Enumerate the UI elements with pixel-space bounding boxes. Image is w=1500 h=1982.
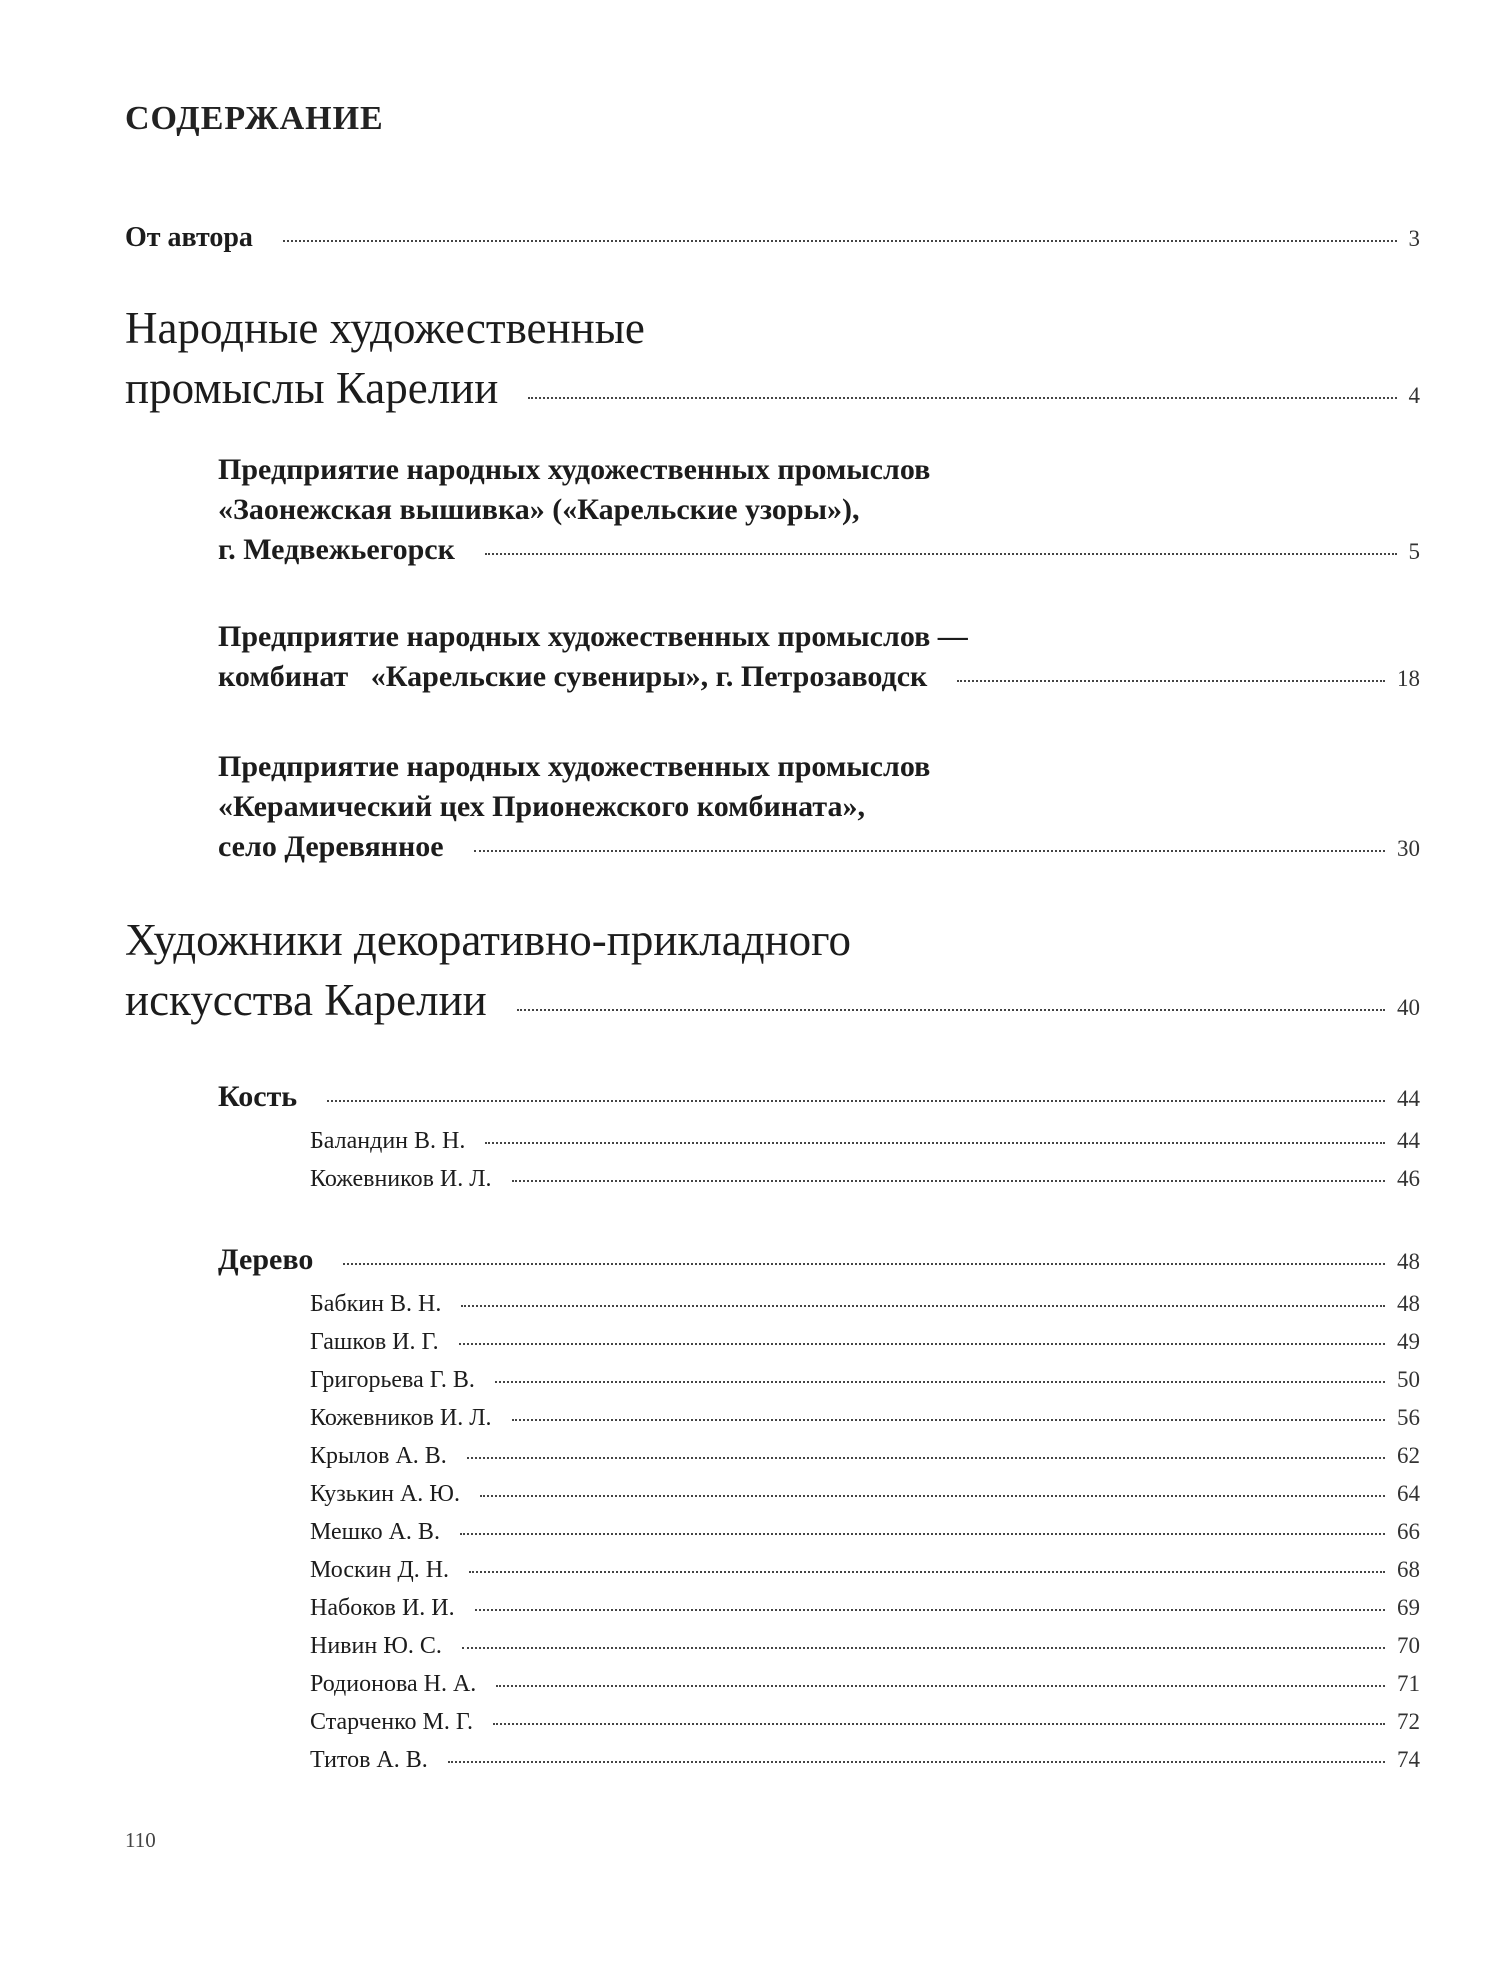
page-number: 40 (1397, 995, 1420, 1020)
toc-part-title-line1: Народные художественные (125, 303, 645, 353)
toc-part-crafts[interactable] (125, 298, 1420, 426)
toc-artist-entry[interactable] (310, 1323, 1420, 1361)
dot-leader (485, 1142, 1385, 1144)
artist-name: Кожевников И. Л. (310, 1166, 492, 1192)
page-number: 18 (1397, 666, 1420, 691)
toc-artist-entry[interactable] (310, 1513, 1420, 1551)
artist-name: Бабкин В. Н. (310, 1291, 442, 1317)
dot-leader (493, 1723, 1385, 1725)
toc-entry-line1: Предприятие народных художественных промыслов (218, 453, 931, 486)
dot-leader (459, 1343, 1385, 1345)
toc-entry-title: От автора (125, 222, 253, 253)
toc-entry-line2: «Заонежская вышивка» («Карельские узоры»), (218, 493, 860, 526)
page-number: 46 (1397, 1166, 1420, 1191)
dot-leader (528, 397, 1396, 399)
toc-artist-entry[interactable] (310, 1627, 1420, 1665)
artist-name: Набоков И. И. (310, 1595, 455, 1621)
page-number: 71 (1397, 1671, 1420, 1696)
toc-section-title: Кость (218, 1080, 298, 1113)
dot-leader (467, 1457, 1385, 1459)
toc-entry-karelskie-suveniry[interactable] (218, 617, 1420, 699)
toc-section-bone[interactable] (218, 1080, 1420, 1114)
page-number: 66 (1397, 1519, 1420, 1544)
dot-leader (475, 1609, 1385, 1611)
toc-entry-zaonezhskaya[interactable] (218, 450, 1420, 572)
dot-leader (512, 1180, 1385, 1182)
toc-artist-entry[interactable] (310, 1399, 1420, 1437)
toc-entry-line3: г. Медвежьегорск (218, 533, 455, 566)
artist-name: Баландин В. Н. (310, 1128, 466, 1154)
page-number: 44 (1397, 1086, 1420, 1111)
page-number: 72 (1397, 1709, 1420, 1734)
toc-entry-line2: комбинат «Карельские сувениры», г. Петрозаводск (218, 660, 928, 693)
dot-leader (461, 1305, 1385, 1307)
artist-name: Родионова Н. А. (310, 1671, 477, 1697)
page-title: СОДЕРЖАНИЕ (125, 100, 384, 137)
toc-part-title-line1: Художники декоративно-прикладного (125, 915, 852, 965)
toc-entry-line3: село Деревянное (218, 830, 444, 863)
toc-artist-entry[interactable] (310, 1361, 1420, 1399)
artist-name: Кузькин А. Ю. (310, 1481, 460, 1507)
page-number: 62 (1397, 1443, 1420, 1468)
toc-artist-entry[interactable] (310, 1437, 1420, 1475)
artist-name: Гашков И. Г. (310, 1329, 439, 1355)
page-number: 50 (1397, 1367, 1420, 1392)
page-number: 48 (1397, 1249, 1420, 1274)
dot-leader (283, 240, 1397, 242)
dot-leader (469, 1571, 1385, 1573)
artist-name: Кожевников И. Л. (310, 1405, 492, 1431)
toc-section-wood[interactable] (218, 1243, 1420, 1277)
toc-artist-entry[interactable] (310, 1589, 1420, 1627)
dot-leader (485, 553, 1397, 555)
dot-leader (462, 1647, 1385, 1649)
dot-leader (495, 1381, 1385, 1383)
page-number: 64 (1397, 1481, 1420, 1506)
toc-artist-entry[interactable] (310, 1703, 1420, 1741)
page-number: 30 (1397, 836, 1420, 861)
dot-leader (480, 1495, 1385, 1497)
toc-artist-entry[interactable] (310, 1551, 1420, 1589)
folio-page-number: 110 (125, 1828, 156, 1852)
page-number: 48 (1397, 1291, 1420, 1316)
dot-leader (957, 680, 1385, 682)
dot-leader (327, 1100, 1385, 1102)
toc-artist-entry[interactable] (310, 1741, 1420, 1779)
artist-name: Крылов А. В. (310, 1443, 447, 1469)
artist-name: Нивин Ю. С. (310, 1633, 442, 1659)
toc-part-artists[interactable] (125, 910, 1420, 1038)
toc-entry-line1: Предприятие народных художественных промыслов (218, 750, 931, 783)
page-number: 74 (1397, 1747, 1420, 1772)
dot-leader (517, 1009, 1385, 1011)
dot-leader (496, 1685, 1385, 1687)
dot-leader (474, 850, 1385, 852)
toc-entry-line1: Предприятие народных художественных промыслов — (218, 620, 968, 653)
dot-leader (448, 1761, 1385, 1763)
toc-artist-entry[interactable] (310, 1160, 1420, 1198)
toc-entry-author[interactable] (125, 222, 1420, 254)
page-number: 49 (1397, 1329, 1420, 1354)
page-number: 3 (1408, 226, 1420, 251)
page-number: 68 (1397, 1557, 1420, 1582)
toc-artist-entry[interactable] (310, 1122, 1420, 1160)
artist-name: Григорьева Г. В. (310, 1367, 475, 1393)
page-number: 5 (1408, 539, 1420, 564)
toc-artist-list-bone (310, 1122, 1420, 1198)
toc-entry-line2: «Керамический цех Прионежского комбината», (218, 790, 865, 823)
page-number: 56 (1397, 1405, 1420, 1430)
page-number: 70 (1397, 1633, 1420, 1658)
page-number: 4 (1408, 383, 1420, 408)
toc-part-title-line2: искусства Карелии (125, 975, 487, 1025)
dot-leader (460, 1533, 1385, 1535)
toc-artist-entry[interactable] (310, 1285, 1420, 1323)
artist-name: Мешко А. В. (310, 1519, 440, 1545)
dot-leader (512, 1419, 1385, 1421)
toc-artist-list-wood (310, 1285, 1420, 1779)
artist-name: Титов А. В. (310, 1747, 428, 1773)
toc-section-title: Дерево (218, 1243, 314, 1276)
toc-artist-entry[interactable] (310, 1475, 1420, 1513)
toc-entry-keramicheskiy-tseh[interactable] (218, 747, 1420, 869)
page-number: 69 (1397, 1595, 1420, 1620)
page-number: 44 (1397, 1128, 1420, 1153)
toc-artist-entry[interactable] (310, 1665, 1420, 1703)
dot-leader (343, 1263, 1385, 1265)
toc-part-title-line2: промыслы Карелии (125, 363, 499, 413)
artist-name: Москин Д. Н. (310, 1557, 450, 1583)
artist-name: Старченко М. Г. (310, 1709, 474, 1735)
